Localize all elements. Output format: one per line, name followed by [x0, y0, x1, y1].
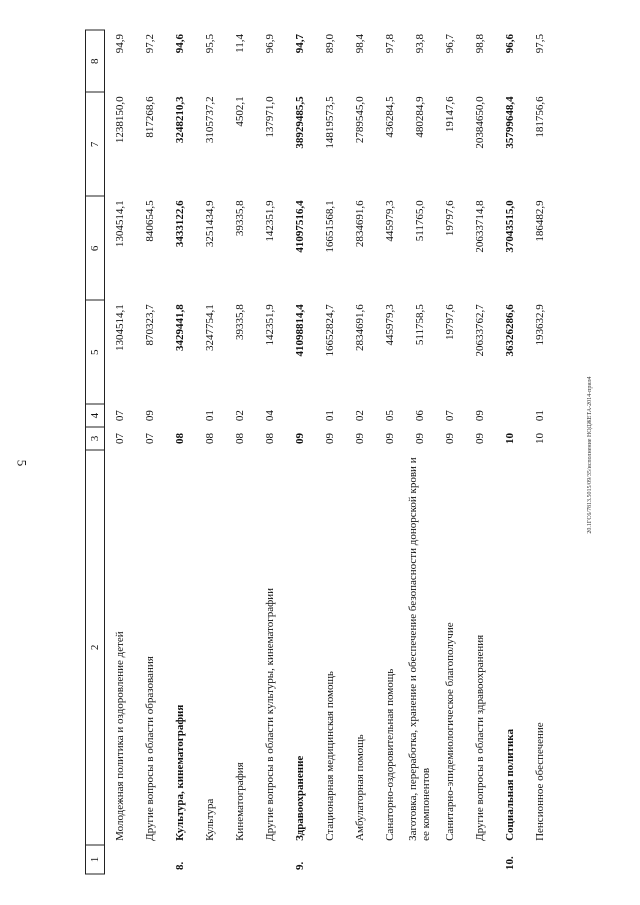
executed-amount: 137971,0	[264, 96, 276, 138]
row-index: 10.	[504, 856, 516, 870]
row-name: Другие вопросы в области здравоохранения	[473, 634, 486, 841]
row-name: Молодежная политика и оздоровление детей	[113, 631, 126, 841]
section-code: 07	[114, 433, 126, 445]
row-name: Заготовка, переработка, хранение и обеспечение безопасности донорской крови и ее компонентов	[407, 457, 432, 841]
row-index	[315, 845, 345, 874]
section-code: 07	[144, 433, 156, 445]
revised-amount: 19797,6	[444, 200, 456, 237]
approved-amount: 870323,7	[144, 304, 156, 346]
row-index	[105, 845, 136, 874]
execution-percent: 97,2	[144, 34, 156, 54]
approved-amount: 445979,3	[384, 304, 396, 346]
revised-amount: 3433122,6	[174, 200, 186, 248]
row-name: Стационарная медицинская помощь	[323, 671, 336, 841]
subsection-code: 04	[264, 410, 276, 422]
subsection-code	[285, 404, 315, 427]
row-index	[405, 845, 435, 874]
header-cell: 3	[86, 427, 105, 450]
row-index	[225, 845, 255, 874]
table-row	[465, 30, 495, 874]
approved-amount: 41098814,4	[294, 304, 306, 357]
subsection-code: 05	[384, 410, 396, 422]
row-name: Пенсионное обеспечение	[533, 722, 546, 841]
section-code: 09	[294, 433, 306, 445]
subsection-code: 01	[204, 410, 216, 422]
section-code: 08	[174, 433, 186, 445]
row-name: Здравоохранение	[293, 755, 306, 841]
rotated-table-wrapper	[85, 30, 555, 875]
executed-amount: 19147,6	[444, 96, 456, 133]
executed-amount: 3248210,3	[174, 96, 186, 144]
approved-amount: 16652824,7	[324, 304, 336, 357]
page-number: 5	[14, 459, 30, 467]
revised-amount: 16651568,1	[324, 200, 336, 253]
execution-percent: 98,4	[354, 34, 366, 54]
approved-amount: 39335,8	[234, 304, 246, 341]
executed-amount: 181756,6	[534, 96, 546, 138]
revised-amount: 41097516,4	[294, 200, 306, 253]
table-row	[315, 30, 345, 874]
row-index	[195, 845, 225, 874]
subsection-code: 09	[144, 410, 156, 422]
header-cell: 6	[86, 196, 105, 300]
subsection-code: 02	[234, 410, 246, 422]
approved-amount: 511758,5	[414, 304, 426, 346]
revised-amount: 186482,9	[534, 200, 546, 242]
subsection-code: 01	[534, 410, 546, 422]
row-index	[345, 845, 375, 874]
table-body	[105, 30, 556, 874]
subsection-code: 07	[444, 410, 456, 422]
execution-percent: 96,6	[504, 34, 516, 54]
section-code: 09	[354, 433, 366, 445]
revised-amount: 2834691,6	[354, 200, 366, 248]
executed-amount: 1238150,0	[114, 96, 126, 144]
row-index: 9.	[294, 861, 306, 870]
header-cell: 1	[86, 845, 105, 874]
table-row	[195, 30, 225, 874]
table-row	[285, 30, 315, 874]
executed-amount: 14819573,5	[324, 96, 336, 149]
executed-amount: 20384650,0	[474, 96, 486, 149]
row-name: Культура, кинематография	[173, 704, 186, 841]
section-code: 10	[504, 433, 516, 445]
executed-amount: 817268,6	[144, 96, 156, 138]
approved-amount: 142351,9	[264, 304, 276, 346]
section-code: 09	[384, 433, 396, 445]
row-name: Амбулаторная помощь	[353, 734, 366, 841]
section-code: 09	[474, 433, 486, 445]
execution-percent: 94,9	[114, 34, 126, 54]
approved-amount: 36326286,6	[504, 304, 516, 357]
execution-percent: 94,7	[294, 34, 306, 54]
executed-amount: 480284,9	[414, 96, 426, 138]
executed-amount: 2789545,0	[354, 96, 366, 144]
row-index	[525, 845, 555, 874]
subsection-code: 06	[414, 410, 426, 422]
subsection-code	[165, 404, 195, 427]
row-name: Другие вопросы в области образования	[143, 656, 156, 841]
subsection-code: 02	[354, 410, 366, 422]
row-index: 8.	[174, 861, 186, 870]
header-cell: 2	[86, 450, 105, 845]
section-code: 09	[324, 433, 336, 445]
table-row	[225, 30, 255, 874]
table-row	[165, 30, 195, 874]
subsection-code	[495, 404, 525, 427]
row-index	[255, 845, 285, 874]
footer-text: 20.1ГС6/7813.5015/09/35/исполнение НОДЖЕТА-2014-прил4	[587, 376, 593, 534]
table-row	[345, 30, 375, 874]
revised-amount: 20633714,8	[474, 200, 486, 253]
row-name: Другие вопросы в области культуры, кинематографии	[263, 587, 276, 841]
execution-percent: 95,5	[204, 34, 216, 54]
row-name: Санаторно-оздоровительная помощь	[383, 668, 396, 841]
revised-amount: 142351,9	[264, 200, 276, 242]
execution-percent: 97,8	[384, 34, 396, 54]
approved-amount: 2834691,6	[354, 304, 366, 352]
table-row	[435, 30, 465, 874]
table-row	[495, 30, 525, 874]
table-row	[375, 30, 405, 874]
budget-table	[85, 30, 555, 875]
revised-amount: 37043515,0	[504, 200, 516, 253]
revised-amount: 840654,5	[144, 200, 156, 242]
section-code: 08	[234, 433, 246, 445]
execution-percent: 96,7	[444, 34, 456, 54]
section-code: 09	[444, 433, 456, 445]
approved-amount: 1304514,1	[114, 304, 126, 352]
execution-percent: 11,4	[234, 34, 246, 53]
header-cell: 4	[86, 404, 105, 427]
table-row	[135, 30, 165, 874]
row-index	[435, 845, 465, 874]
header-row	[86, 30, 105, 874]
execution-percent: 94,6	[174, 34, 186, 54]
subsection-code: 07	[114, 410, 126, 422]
execution-percent: 93,8	[414, 34, 426, 54]
revised-amount: 445979,3	[384, 200, 396, 242]
revised-amount: 39335,8	[234, 200, 246, 237]
approved-amount: 3429441,8	[174, 304, 186, 352]
approved-amount: 3247754,1	[204, 304, 216, 352]
header-cell: 5	[86, 300, 105, 404]
execution-percent: 89,0	[324, 34, 336, 54]
row-name: Санитарно-эпидемиологическое благополучие	[443, 622, 456, 841]
executed-amount: 4502,1	[234, 96, 246, 127]
executed-amount: 436284,5	[384, 96, 396, 138]
header-cell: 8	[86, 30, 105, 92]
row-name: Культура	[203, 798, 216, 841]
section-code: 09	[414, 433, 426, 445]
approved-amount: 20633762,7	[474, 304, 486, 357]
subsection-code: 09	[474, 410, 486, 422]
approved-amount: 193632,9	[534, 304, 546, 346]
execution-percent: 97,5	[534, 34, 546, 54]
row-index	[135, 845, 165, 874]
executed-amount: 35799648,4	[504, 96, 516, 149]
subsection-code: 01	[324, 410, 336, 422]
revised-amount: 511765,0	[414, 200, 426, 242]
row-name: Кинематография	[233, 762, 246, 841]
section-code: 08	[264, 433, 276, 445]
row-index	[375, 845, 405, 874]
header-cell: 7	[86, 92, 105, 196]
revised-amount: 3251434,9	[204, 200, 216, 248]
executed-amount: 38929485,5	[294, 96, 306, 149]
execution-percent: 98,8	[474, 34, 486, 54]
executed-amount: 3105737,2	[204, 96, 216, 144]
approved-amount: 19797,6	[444, 304, 456, 341]
table-row	[105, 30, 136, 874]
execution-percent: 96,9	[264, 34, 276, 54]
revised-amount: 1304514,1	[114, 200, 126, 248]
table-row	[255, 30, 285, 874]
row-name: Социальная политика	[503, 729, 516, 841]
section-code: 10	[534, 433, 546, 445]
row-index	[465, 845, 495, 874]
section-code: 08	[204, 433, 216, 445]
table-row	[405, 30, 435, 874]
table-row	[525, 30, 555, 874]
